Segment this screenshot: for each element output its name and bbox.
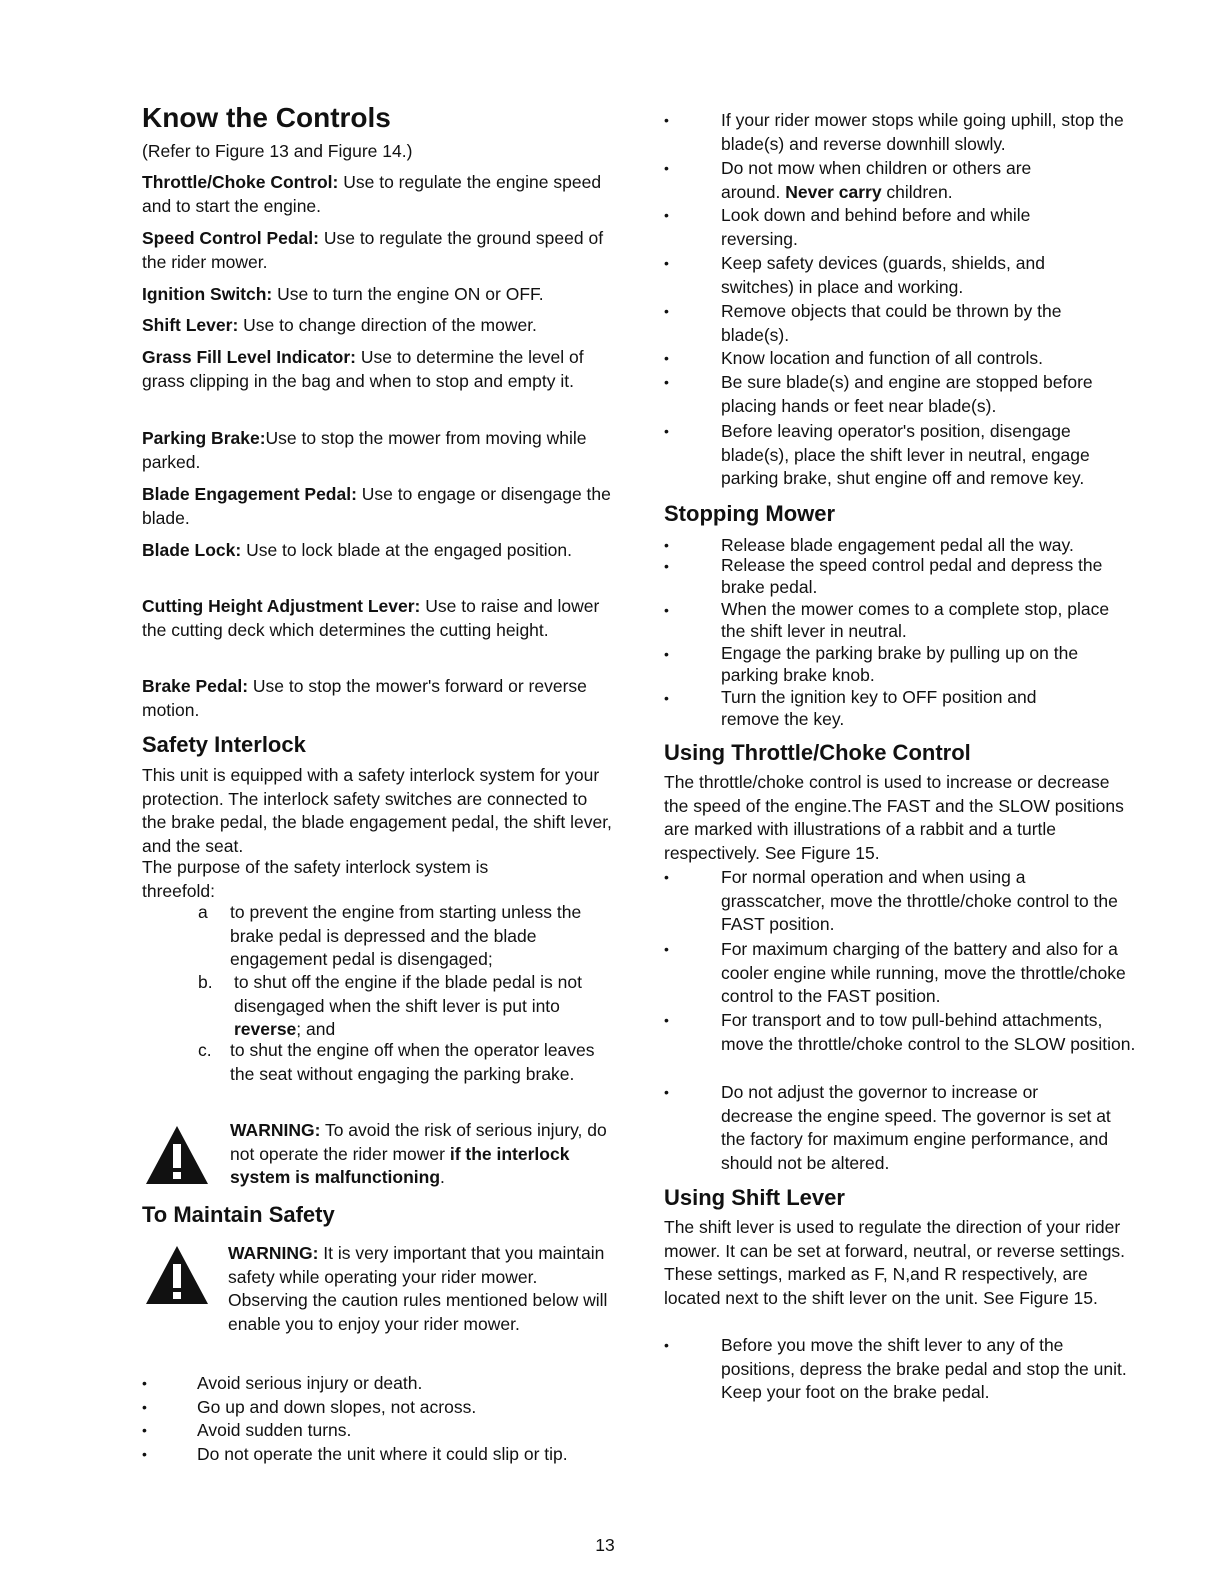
control-ignition: Ignition Switch: Use to turn the engine ON or OFF. xyxy=(142,284,544,304)
list-item: Do not adjust the governor to increase or decrease the engine speed. The governor is set at the factory for maximum engine performance, and should not be altered. xyxy=(721,1082,1111,1173)
interlock-item-b: to shut off the engine if the blade pedal is not disengaged when the shift lever is put into reverse; and xyxy=(234,972,582,1039)
control-brake-pedal: Brake Pedal: Use to stop the mower's forward or reverse motion. xyxy=(142,676,587,720)
warning-triangle-icon xyxy=(144,1124,210,1186)
bullet-icon: • xyxy=(142,1422,147,1438)
list-item: Do not mow when children or others are around. Never carry children. xyxy=(721,158,1032,202)
interlock-item-letter: b. xyxy=(198,972,213,992)
interlock-item-c: to shut the engine off when the operator leaves the seat without engaging the parking brake. xyxy=(230,1040,595,1084)
list-item: If your rider mower stops while going uphill, stop the blade(s) and reverse downhill slowly. xyxy=(721,110,1124,154)
warning-triangle-icon xyxy=(144,1244,210,1306)
list-item: Go up and down slopes, not across. xyxy=(197,1397,477,1417)
list-item: For normal operation and when using a grasscatcher, move the throttle/choke control to the FAST position. xyxy=(721,867,1118,934)
list-item: Keep safety devices (guards, shields, and switches) in place and working. xyxy=(721,253,1045,297)
control-cutting-height: Cutting Height Adjustment Lever: Use to raise and lower the cutting deck which determines the cutting height. xyxy=(142,596,600,640)
bullet-icon: • xyxy=(664,374,669,390)
list-item: Release the speed control pedal and depress the brake pedal. xyxy=(721,555,1103,597)
control-shift-lever: Shift Lever: Use to change direction of the mower. xyxy=(142,315,537,335)
bullet-icon: • xyxy=(664,112,669,128)
bullet-icon: • xyxy=(142,1375,147,1391)
list-item: Engage the parking brake by pulling up on the parking brake knob. xyxy=(721,643,1079,685)
bullet-icon: • xyxy=(664,869,669,885)
list-item: Know location and function of all controls. xyxy=(721,348,1043,368)
list-item: Before leaving operator's position, disengage blade(s), place the shift lever in neutral, engage parking brake, shut engine off and remove key. xyxy=(721,421,1090,488)
list-item: Before you move the shift lever to any of the positions, depress the brake pedal and stop the unit. Keep your foot on the brake pedal. xyxy=(721,1335,1127,1402)
safety-interlock-purpose: The purpose of the safety interlock system is threefold: xyxy=(142,857,489,901)
shift-lever-heading: Using Shift Lever xyxy=(664,1185,845,1210)
list-item: Release blade engagement pedal all the way. xyxy=(721,535,1074,555)
throttle-intro: The throttle/choke control is used to increase or decrease the speed of the engine.The FAST and the SLOW positions are marked with illustrations of a rabbit and a turtle respectively. See Figure 15. xyxy=(664,772,1124,863)
control-speed-pedal: Speed Control Pedal: Use to regulate the ground speed of the rider mower. xyxy=(142,228,604,272)
list-item: Avoid serious injury or death. xyxy=(197,1373,423,1393)
list-item: Remove objects that could be thrown by the blade(s). xyxy=(721,301,1062,345)
list-item: Avoid sudden turns. xyxy=(197,1420,352,1440)
control-parking-brake: Parking Brake:Use to stop the mower from moving while parked. xyxy=(142,428,587,472)
interlock-item-letter: a xyxy=(198,902,208,922)
bullet-icon: • xyxy=(664,423,669,439)
bullet-icon: • xyxy=(664,255,669,271)
bullet-icon: • xyxy=(664,303,669,319)
bullet-icon: • xyxy=(664,207,669,223)
maintain-safety-heading: To Maintain Safety xyxy=(142,1202,335,1227)
list-item: Be sure blade(s) and engine are stopped before placing hands or feet near blade(s). xyxy=(721,372,1093,416)
bullet-icon: • xyxy=(664,1084,669,1100)
bullet-icon: • xyxy=(664,941,669,957)
list-item: For transport and to tow pull-behind attachments, move the throttle/choke control to the SLOW position. xyxy=(721,1010,1136,1054)
control-blade-engagement: Blade Engagement Pedal: Use to engage or disengage the blade. xyxy=(142,484,611,528)
bullet-icon: • xyxy=(664,646,669,662)
refer-note: (Refer to Figure 13 and Figure 14.) xyxy=(142,141,413,161)
bullet-icon: • xyxy=(664,160,669,176)
control-blade-lock: Blade Lock: Use to lock blade at the engaged position. xyxy=(142,540,572,560)
list-item: When the mower comes to a complete stop, place the shift lever in neutral. xyxy=(721,599,1110,641)
bullet-icon: • xyxy=(664,558,669,574)
control-grass-fill: Grass Fill Level Indicator: Use to determine the level of grass clipping in the bag and when to stop and empty it. xyxy=(142,347,584,391)
list-item: Do not operate the unit where it could slip or tip. xyxy=(197,1444,568,1464)
stopping-mower-heading: Stopping Mower xyxy=(664,501,836,526)
list-item: Turn the ignition key to OFF position and remove the key. xyxy=(721,687,1037,729)
list-item: For maximum charging of the battery and also for a cooler engine while running, move the throttle/choke control to the FAST position. xyxy=(721,939,1126,1006)
bullet-icon: • xyxy=(664,1012,669,1028)
throttle-heading: Using Throttle/Choke Control xyxy=(664,740,971,765)
bullet-icon: • xyxy=(664,1337,669,1353)
interlock-item-a: to prevent the engine from starting unless the brake pedal is depressed and the blade engagement pedal is disengaged; xyxy=(230,902,582,969)
page-number: 13 xyxy=(595,1535,615,1555)
control-throttle: Throttle/Choke Control: Use to regulate the engine speed and to start the engine. xyxy=(142,172,602,216)
bullet-icon: • xyxy=(664,690,669,706)
bullet-icon: • xyxy=(664,602,669,618)
interlock-warning: WARNING: To avoid the risk of serious injury, do not operate the rider mower if the interlock system is malfunctioning. xyxy=(230,1120,607,1187)
bullet-icon: • xyxy=(142,1446,147,1462)
bullet-icon: • xyxy=(142,1399,147,1415)
page-title: Know the Controls xyxy=(142,102,391,133)
shift-lever-intro: The shift lever is used to regulate the direction of your rider mower. It can be set at forward, neutral, or reverse settings. These settings, marked as F, N,and R respectively, are located next to the shift lever on the unit. See Figure 15. xyxy=(664,1217,1126,1308)
safety-interlock-heading: Safety Interlock xyxy=(142,732,306,757)
bullet-icon: • xyxy=(664,537,669,553)
interlock-item-letter: c. xyxy=(198,1040,212,1060)
list-item: Look down and behind before and while reversing. xyxy=(721,205,1031,249)
bullet-icon: • xyxy=(664,350,669,366)
safety-interlock-intro: This unit is equipped with a safety interlock system for your protection. The interlock safety switches are connected to the brake pedal, the blade engagement pedal, the shift lever, and the seat. xyxy=(142,765,612,856)
maintain-warning: WARNING: It is very important that you maintain safety while operating your rider mower. Observing the caution rules mentioned below will enable you to enjoy your rider mower. xyxy=(228,1243,608,1334)
